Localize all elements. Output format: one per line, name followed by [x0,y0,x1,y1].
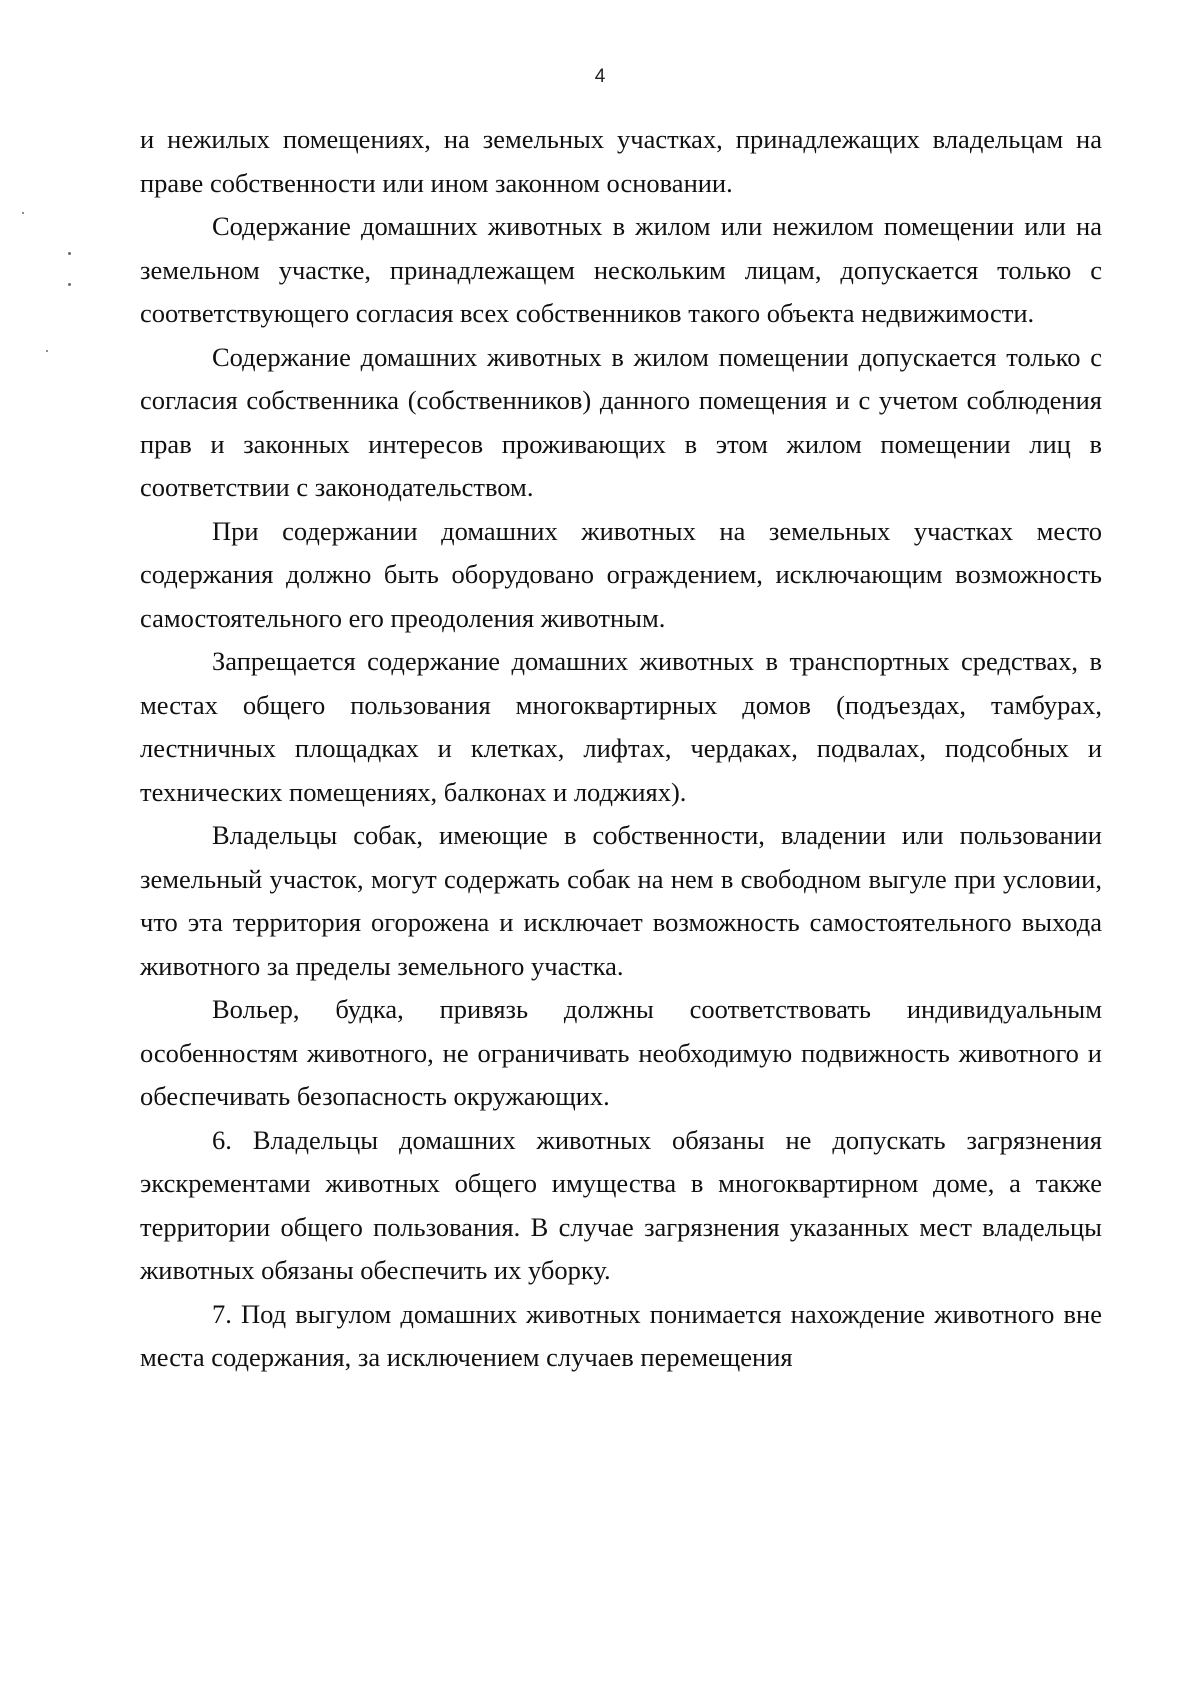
paragraph: Содержание домашних животных в жилом или нежилом помещении или на земельном участке, принадлежащем нескольким лицам, допускается только с соответствующего согласия всех собственников такого объекта недвижимости. [140,211,1102,328]
paragraph: Содержание домашних животных в жилом помещении допускается только с согласия собственника (собственников) данного помещения и с учетом соблюдения прав и законных интересов проживающих в этом жилом помещении лиц в соответствии с законодательством. [140,341,1102,502]
paragraph: Владельцы собак, имеющие в собственности, владении или пользовании земельный участок, могут содержать собак на нем в свободном выгуле при условии, что эта территория огорожена и исключает возможность самостоятельного выхода животного за пределы земельного участка. [140,820,1102,981]
paragraph: При содержании домашних животных на земельных участках место содержания должно быть оборудовано ограждением, исключающим возможность самостоятельного его преодоления животным. [140,515,1102,633]
page-number: 4 [594,66,606,87]
paragraph: Запрещается содержание домашних животных в транспортных средствах, в местах общего пользования многоквартирных домов (подъездах, тамбурах, лестничных площадках и клетках, лифтах, чердаках, подвалах, подсобных и технических помещениях, балконах и лоджиях). [140,646,1102,807]
paragraph-item-7: 7. Под выгулом домашних животных понимается нахождение животного вне места содержания, за исключением случаев перемещения [140,1298,1102,1372]
scan-speck [68,283,71,286]
document-body [140,118,1102,1380]
paragraph: и нежилых помещениях, на земельных участках, принадлежащих владельцам на праве собственности или ином законном основании. [140,124,1102,198]
paragraph: Вольер, будка, привязь должны соответствовать индивидуальным особенностям животного, не ограничивать необходимую подвижность животного и обеспечивать безопасность окружающих. [140,994,1102,1111]
scan-speck [46,350,48,352]
scan-speck [68,252,71,255]
paragraph-item-6: 6. Владельцы домашних животных обязаны не допускать загрязнения экскрементами животных общего имущества в многоквартирном доме, а также территории общего пользования. В случае загрязнения указанных мест владельцы животных обязаны обеспечить их уборку. [140,1124,1102,1285]
scan-speck [22,212,24,214]
